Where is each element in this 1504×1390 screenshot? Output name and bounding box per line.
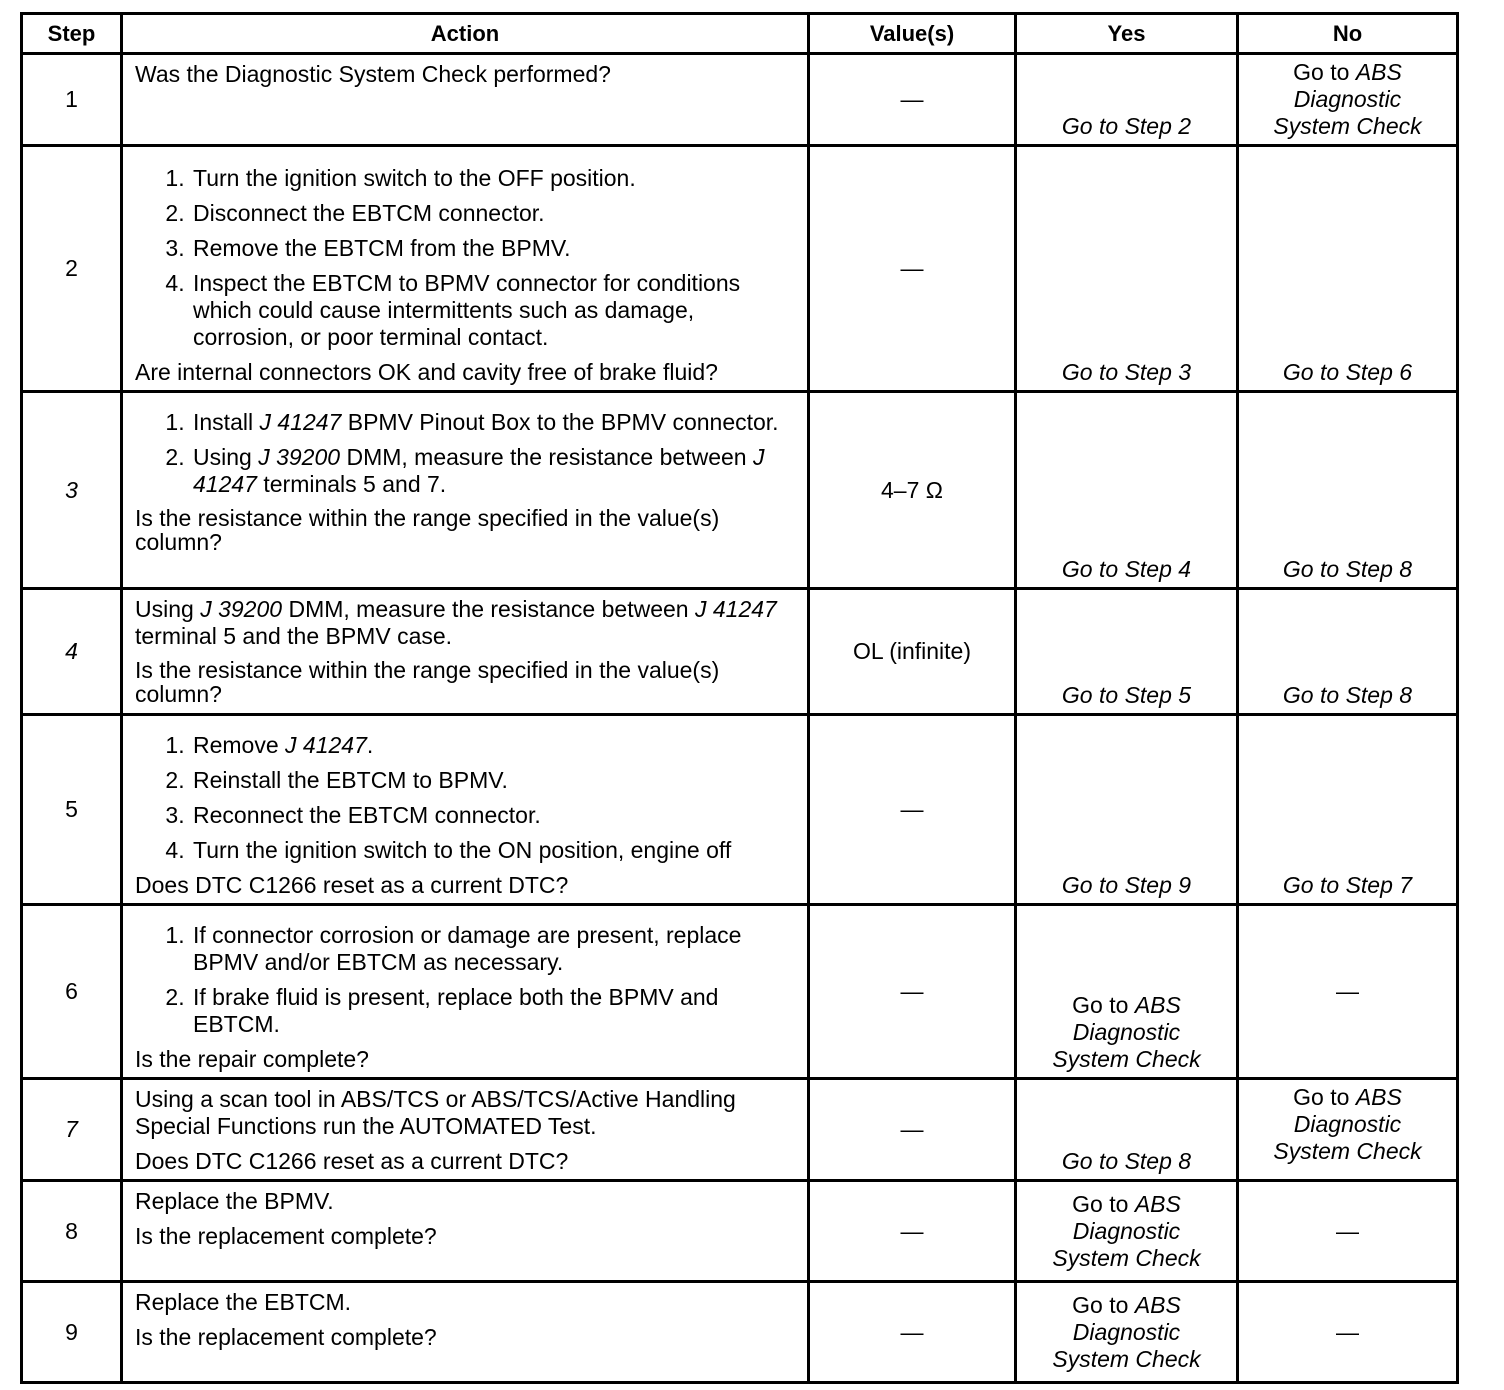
header-step: Step — [22, 14, 122, 54]
yes-cell: Go to Step 8 — [1016, 1079, 1238, 1181]
no-cell — [1238, 1079, 1458, 1181]
table-row — [22, 392, 1458, 589]
no-cell: — — [1238, 1282, 1458, 1383]
list-item: 1. Turn the ignition switch to the OFF position. — [191, 165, 797, 192]
action-cell — [122, 54, 809, 146]
yes-cell — [1016, 1181, 1238, 1282]
abs-line2: Diagnostic — [1072, 1318, 1181, 1345]
list-item: 3. Reconnect the EBTCM connector. — [191, 802, 797, 829]
abs-line3: System Check — [1273, 1138, 1422, 1164]
header-values: Value(s) — [809, 14, 1016, 54]
go-to-text: Go to — [1293, 1084, 1356, 1110]
action-cell — [122, 1181, 809, 1282]
step-number: 7 — [22, 1079, 122, 1181]
tool-name: J 39200 — [258, 444, 341, 470]
header-row — [22, 14, 1458, 54]
question-text: Is the replacement complete? — [135, 1324, 437, 1350]
action-cell — [122, 392, 809, 589]
table-row — [22, 1079, 1458, 1181]
no-cell: Go to Step 7 — [1238, 715, 1458, 905]
question-text: Does DTC C1266 reset as a current DTC? — [135, 1148, 569, 1174]
action-cell — [122, 146, 809, 392]
value-cell: — — [809, 1181, 1016, 1282]
action-cell — [122, 715, 809, 905]
yes-cell: Go to Step 2 — [1016, 54, 1238, 146]
action-list — [135, 732, 797, 864]
action-text: Using a scan tool in ABS/TCS or ABS/TCS/Active Handling Special Functions run the AUTOMATED Test. — [135, 1086, 736, 1139]
action-cell — [122, 1079, 809, 1181]
go-to-text: Go to — [1293, 59, 1356, 85]
question-text: Does DTC C1266 reset as a current DTC? — [135, 872, 569, 898]
question-text: Was the Diagnostic System Check performed? — [135, 61, 611, 87]
abs-text: ABS — [1134, 992, 1181, 1018]
header-action: Action — [122, 14, 809, 54]
tool-name: J 41247 — [193, 444, 765, 497]
abs-line3: System Check — [1052, 1046, 1201, 1072]
list-item: 4. Inspect the EBTCM to BPMV connector for conditions which could cause intermittents such as damage, corrosion, or poor terminal contact. — [191, 270, 797, 351]
tool-name: J 41247 — [694, 596, 777, 622]
go-to-text: Go to — [1072, 1291, 1135, 1318]
abs-line2: Diagnostic — [1072, 1217, 1181, 1244]
action-cell — [122, 589, 809, 715]
abs-line3: System Check — [1052, 1244, 1201, 1271]
yes-cell: Go to Step 3 — [1016, 146, 1238, 392]
list-item: 2. Disconnect the EBTCM connector. — [191, 200, 797, 227]
go-to-text: Go to — [1072, 992, 1135, 1018]
step-number: 1 — [22, 54, 122, 146]
go-to-text: Go to — [1072, 1190, 1135, 1217]
no-cell: Go to Step 8 — [1238, 589, 1458, 715]
header-no: No — [1238, 14, 1458, 54]
abs-line2: Diagnostic — [1293, 1111, 1402, 1137]
step-number: 4 — [22, 589, 122, 715]
no-cell: — — [1238, 905, 1458, 1079]
value-cell: — — [809, 905, 1016, 1079]
yes-cell — [1016, 1282, 1238, 1383]
list-item: 1. Install J 41247 BPMV Pinout Box to the BPMV connector. — [191, 409, 797, 436]
tool-name: J 41247 — [285, 732, 367, 758]
step-number: 3 — [22, 392, 122, 589]
step-number: 6 — [22, 905, 122, 1079]
step-number: 5 — [22, 715, 122, 905]
question-text: Is the replacement complete? — [135, 1223, 437, 1249]
table-row — [22, 1282, 1458, 1383]
tool-name: J 39200 — [200, 596, 283, 622]
abs-line3: System Check — [1273, 113, 1422, 139]
table-row — [22, 146, 1458, 392]
diagnostic-table — [20, 12, 1459, 1384]
yes-cell: Go to Step 5 — [1016, 589, 1238, 715]
list-item: 1. If connector corrosion or damage are present, replace BPMV and/or EBTCM as necessary. — [191, 922, 797, 976]
table-row — [22, 1181, 1458, 1282]
abs-line3: System Check — [1052, 1345, 1201, 1372]
table-row — [22, 905, 1458, 1079]
question-text: Are internal connectors OK and cavity free of brake fluid? — [135, 359, 718, 385]
no-cell: Go to Step 8 — [1238, 392, 1458, 589]
value-cell: — — [809, 1282, 1016, 1383]
no-cell: — — [1238, 1181, 1458, 1282]
abs-text: ABS — [1134, 1190, 1181, 1217]
value-cell: OL (infinite) — [809, 589, 1016, 715]
action-list — [135, 165, 797, 351]
action-list — [135, 409, 797, 498]
list-item: 1. Remove J 41247. — [191, 732, 797, 759]
abs-text: ABS — [1355, 59, 1402, 85]
step-number: 8 — [22, 1181, 122, 1282]
table-row — [22, 589, 1458, 715]
question-text: Is the resistance within the range specified in the value(s) column? — [135, 505, 720, 555]
abs-text: ABS — [1355, 1084, 1402, 1110]
yes-cell: Go to Step 4 — [1016, 392, 1238, 589]
tool-name: J 41247 — [259, 409, 342, 435]
action-list — [135, 922, 797, 1038]
value-cell: — — [809, 146, 1016, 392]
step-number: 9 — [22, 1282, 122, 1383]
question-text: Is the resistance within the range specified in the value(s) column? — [135, 657, 720, 707]
yes-cell: Go to Step 9 — [1016, 715, 1238, 905]
abs-line2: Diagnostic — [1293, 86, 1402, 112]
list-item: 4. Turn the ignition switch to the ON position, engine off — [191, 837, 797, 864]
question-text: Is the repair complete? — [135, 1046, 369, 1072]
list-item: 2. Using J 39200 DMM, measure the resistance between J 41247 terminals 5 and 7. — [191, 444, 797, 498]
list-item: 2. Reinstall the EBTCM to BPMV. — [191, 767, 797, 794]
action-text: Using J 39200 DMM, measure the resistance between J 41247 terminal 5 and the BPMV case. — [135, 596, 777, 649]
step-number: 2 — [22, 146, 122, 392]
no-cell — [1238, 54, 1458, 146]
value-cell: 4–7 Ω — [809, 392, 1016, 589]
table-row — [22, 715, 1458, 905]
abs-line2: Diagnostic — [1072, 1019, 1181, 1045]
action-cell — [122, 1282, 809, 1383]
list-item: 2. If brake fluid is present, replace both the BPMV and EBTCM. — [191, 984, 797, 1038]
list-item: 3. Remove the EBTCM from the BPMV. — [191, 235, 797, 262]
value-cell: — — [809, 54, 1016, 146]
no-cell: Go to Step 6 — [1238, 146, 1458, 392]
yes-cell — [1016, 905, 1238, 1079]
action-text: Replace the EBTCM. — [135, 1289, 352, 1315]
action-cell — [122, 905, 809, 1079]
table-row — [22, 54, 1458, 146]
value-cell: — — [809, 715, 1016, 905]
value-cell: — — [809, 1079, 1016, 1181]
action-text: Replace the BPMV. — [135, 1188, 334, 1214]
header-yes: Yes — [1016, 14, 1238, 54]
abs-text: ABS — [1134, 1291, 1181, 1318]
